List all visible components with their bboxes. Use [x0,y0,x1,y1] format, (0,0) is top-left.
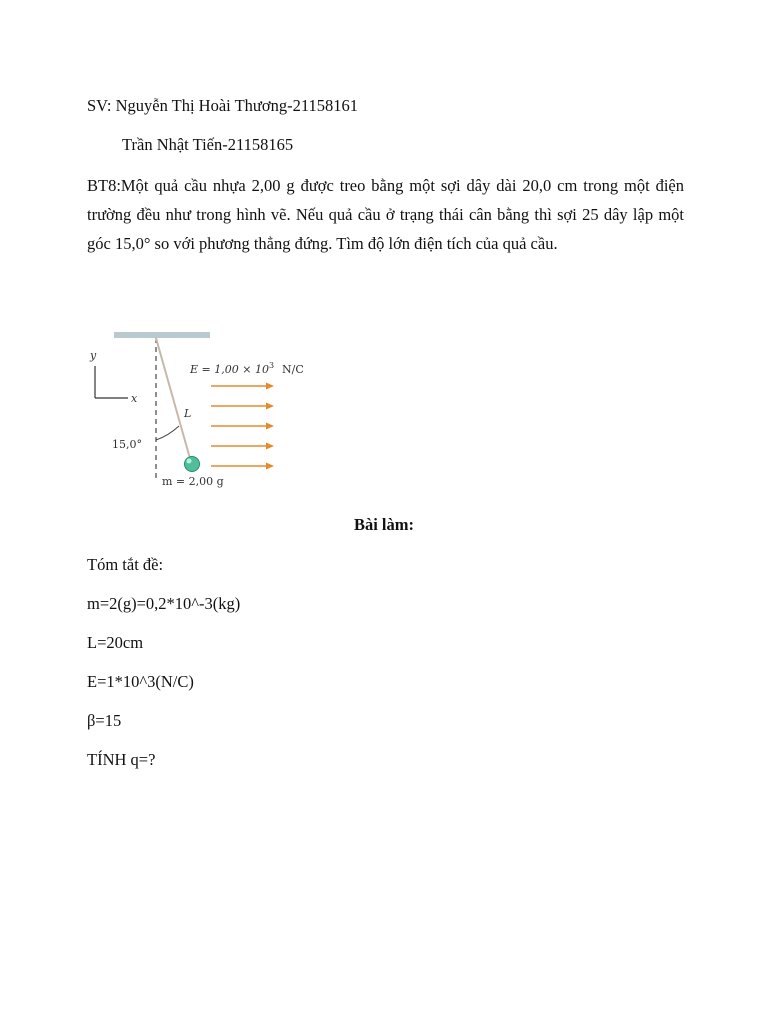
given-length: L=20cm [87,633,144,652]
student-line-2: Trần Nhật Tiến-21158165 [122,135,294,154]
student-line-1: SV: Nguyễn Thị Hoài Thương-21158161 [87,96,358,115]
field-label [189,361,304,376]
problem-statement: BT8:Một quả cầu nhựa 2,00 g được treo bằng một sợi dây dài 20,0 cm trong một điện trường đều như trong hình vẽ. Nếu quả cầu ở trạng thái cân bằng thì sợi 25 dây lập một góc 15,0° so với phương thẳng đứng. Tìm độ lớn điện tích của quả cầu. [87,176,684,253]
field-unit: N/C [282,363,304,376]
field-arrowhead-5 [266,463,274,470]
axis-x-label: x [131,392,138,405]
field-arrowhead-4 [266,443,274,450]
solution-heading: Bài làm: [353,515,415,534]
length-label: L [184,407,192,420]
field-exponent: 3 [268,361,275,370]
given-field: E=1*10^3(N/C) [87,672,194,691]
ball-highlight [187,459,192,464]
pendulum-figure [86,328,326,498]
summary-label: Tóm tắt đề: [87,555,164,574]
charged-ball [185,457,200,472]
angle-arc [156,426,179,440]
pendulum-diagram [86,328,326,498]
field-arrows [211,383,274,470]
axis-y-label: y [90,349,97,362]
field-arrowhead-3 [266,423,274,430]
find-charge: TÍNH q=? [87,750,156,769]
field-arrowhead-1 [266,383,274,390]
ceiling-bar [114,332,210,338]
angle-label: 15,0° [112,438,142,451]
given-mass: m=2(g)=0,2*10^-3(kg) [87,594,241,613]
field-value: E = 1,00 × 10 [190,363,269,376]
field-arrowhead-2 [266,403,274,410]
given-angle: β=15 [87,711,122,730]
mass-label: m = 2,00 g [162,475,224,488]
pendulum-string [156,338,191,462]
